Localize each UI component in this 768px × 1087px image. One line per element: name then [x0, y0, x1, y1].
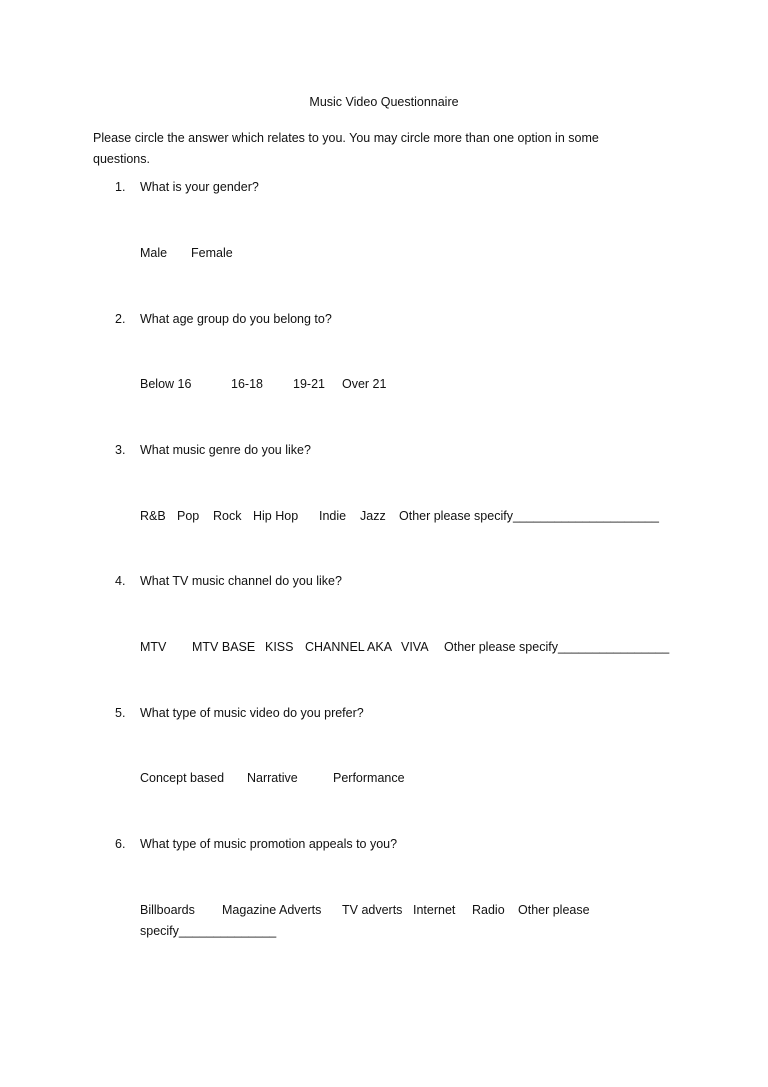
document-title: Music Video Questionnaire: [309, 95, 459, 109]
question-3-number: 3.: [115, 443, 126, 457]
instructions-line-2: questions.: [93, 152, 150, 166]
option-other-promotion[interactable]: Other please: [518, 903, 590, 917]
option-mtv-base[interactable]: MTV BASE: [192, 640, 256, 654]
option-indie[interactable]: Indie: [319, 509, 347, 523]
question-3-text: What music genre do you like?: [140, 443, 311, 457]
option-rnb[interactable]: R&B: [140, 509, 166, 523]
question-1-number: 1.: [115, 180, 126, 194]
option-other-genre[interactable]: Other please specify_____________________: [399, 509, 659, 523]
option-other-promotion-specify[interactable]: specify______________: [140, 924, 277, 938]
question-5-text: What type of music video do you prefer?: [140, 706, 364, 720]
option-other-channel[interactable]: Other please specify________________: [444, 640, 670, 654]
option-jazz[interactable]: Jazz: [360, 509, 386, 523]
option-below-16[interactable]: Below 16: [140, 377, 192, 391]
question-1-text: What is your gender?: [140, 180, 259, 194]
option-viva[interactable]: VIVA: [401, 640, 429, 654]
option-radio[interactable]: Radio: [472, 903, 505, 917]
question-2-text: What age group do you belong to?: [140, 312, 332, 326]
option-19-21[interactable]: 19-21: [293, 377, 325, 391]
question-6-number: 6.: [115, 837, 126, 851]
option-over-21[interactable]: Over 21: [342, 377, 387, 391]
option-male[interactable]: Male: [140, 246, 168, 260]
option-concept-based[interactable]: Concept based: [140, 771, 225, 785]
option-kiss[interactable]: KISS: [265, 640, 294, 654]
option-pop[interactable]: Pop: [177, 509, 200, 523]
question-4-text: What TV music channel do you like?: [140, 574, 342, 588]
option-rock[interactable]: Rock: [213, 509, 242, 523]
question-5-number: 5.: [115, 706, 126, 720]
instructions: [93, 128, 693, 170]
option-magazine-adverts[interactable]: Magazine Adverts: [222, 903, 322, 917]
option-tv-adverts[interactable]: TV adverts: [342, 903, 403, 917]
instructions-line-1: Please circle the answer which relates to you. You may circle more than one option in some: [93, 131, 599, 145]
option-performance[interactable]: Performance: [333, 771, 405, 785]
question-2-number: 2.: [115, 312, 126, 326]
question-6-text: What type of music promotion appeals to you?: [140, 837, 398, 851]
question-4-number: 4.: [115, 574, 126, 588]
option-female[interactable]: Female: [191, 246, 233, 260]
option-channel-aka[interactable]: CHANNEL AKA: [305, 640, 393, 654]
option-billboards[interactable]: Billboards: [140, 903, 195, 917]
option-16-18[interactable]: 16-18: [231, 377, 263, 391]
option-hip-hop[interactable]: Hip Hop: [253, 509, 299, 523]
option-narrative[interactable]: Narrative: [247, 771, 298, 785]
option-internet[interactable]: Internet: [413, 903, 456, 917]
option-mtv[interactable]: MTV: [140, 640, 167, 654]
